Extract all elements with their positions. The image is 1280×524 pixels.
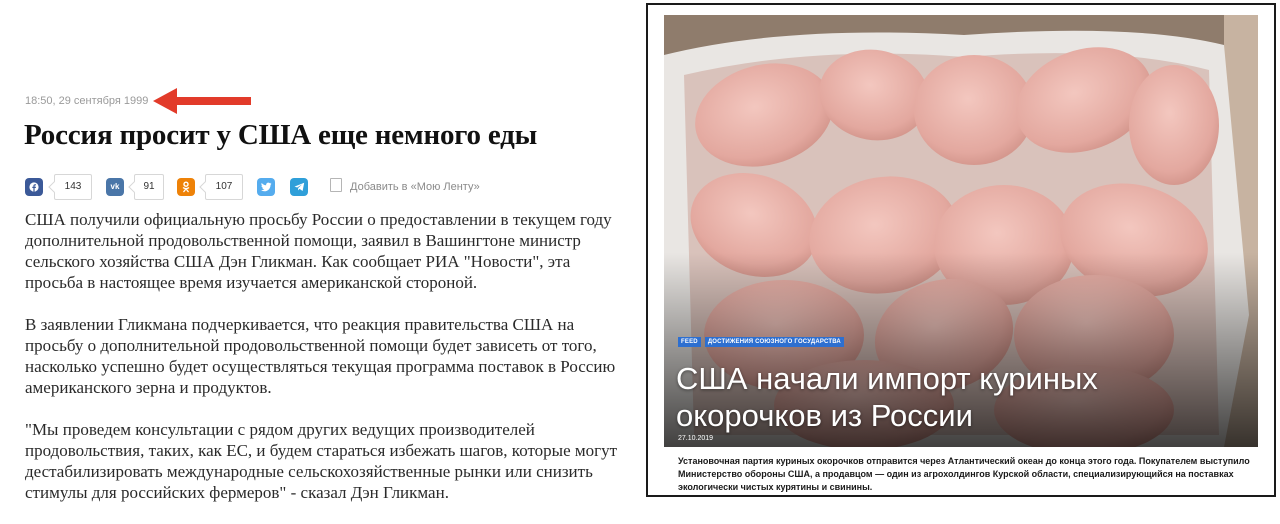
- vk-share-button[interactable]: [106, 178, 124, 196]
- news-photo: [664, 15, 1258, 447]
- facebook-icon: [29, 182, 39, 192]
- odnoklassniki-icon: [181, 181, 191, 193]
- share-bar: [25, 174, 625, 200]
- article-title: Россия просит у США еще немного еды: [24, 119, 538, 151]
- news-lead: Установочная партия куриных окорочков отправится через Атлантический океан до конца этого года. Покупателем выступило Министерство обороны США, а продавцом — один из агрохолдингов Курской области, специализирующийся на поставках экологически чистых курятины и свинины.: [678, 456, 1250, 492]
- tag-union-state[interactable]: ДОСТИЖЕНИЯ СОЮЗНОГО ГОСУДАРСТВА: [705, 337, 844, 347]
- red-arrow-icon: [153, 85, 253, 117]
- vk-icon: vk: [110, 182, 120, 191]
- news-date: 27.10.2019: [678, 435, 714, 442]
- tag-feed[interactable]: FEED: [678, 337, 701, 347]
- article: [0, 0, 640, 500]
- telegram-share-button[interactable]: [290, 178, 308, 196]
- facebook-share-count: 143: [54, 174, 92, 200]
- twitter-share-button[interactable]: [257, 178, 275, 196]
- twitter-icon: [261, 182, 272, 192]
- bookmark-icon: [330, 178, 342, 192]
- facebook-share-button[interactable]: [25, 178, 43, 196]
- news-card[interactable]: [646, 3, 1276, 497]
- article-paragraph: "Мы проведем консультации с рядом других ведущих производителей продовольствия, таких, как ЕС, и будем стараться избежать шагов, которые могут дестабилизировать международные сельскохозяйственные рынки или снизить стимулы для российских фермеров" - сказал Дэн Гликман.: [25, 420, 618, 502]
- news-headline[interactable]: США начали импорт куриных окорочков из России: [676, 361, 1098, 433]
- add-to-feed-button[interactable]: [330, 178, 480, 196]
- article-paragraph: США получили официальную просьбу России о предоставлении в текущем году дополнительной продовольственной помощи, заявил в Вашингтоне министр сельского хозяйства США Дэн Гликман. Как сообщает РИА "Новости", эта просьба в настоящее время изучается американской стороной.: [25, 210, 612, 292]
- news-tags: [678, 337, 844, 347]
- vk-share-count: 91: [134, 174, 164, 200]
- article-body: [25, 209, 625, 524]
- odnoklassniki-share-button[interactable]: [177, 178, 195, 196]
- add-to-feed-label: Добавить в «Мою Ленту»: [350, 181, 480, 193]
- article-timestamp: 18:50, 29 сентября 1999: [25, 95, 149, 107]
- telegram-icon: [294, 182, 305, 192]
- odnoklassniki-share-count: 107: [205, 174, 243, 200]
- article-paragraph: В заявлении Гликмана подчеркивается, что реакция правительства США на просьбу о дополнительной продовольственной помощи будет зависеть от того, насколько успешно будет осуществляться текущая программа поставок в Россию американского зерна и продуктов.: [25, 315, 616, 397]
